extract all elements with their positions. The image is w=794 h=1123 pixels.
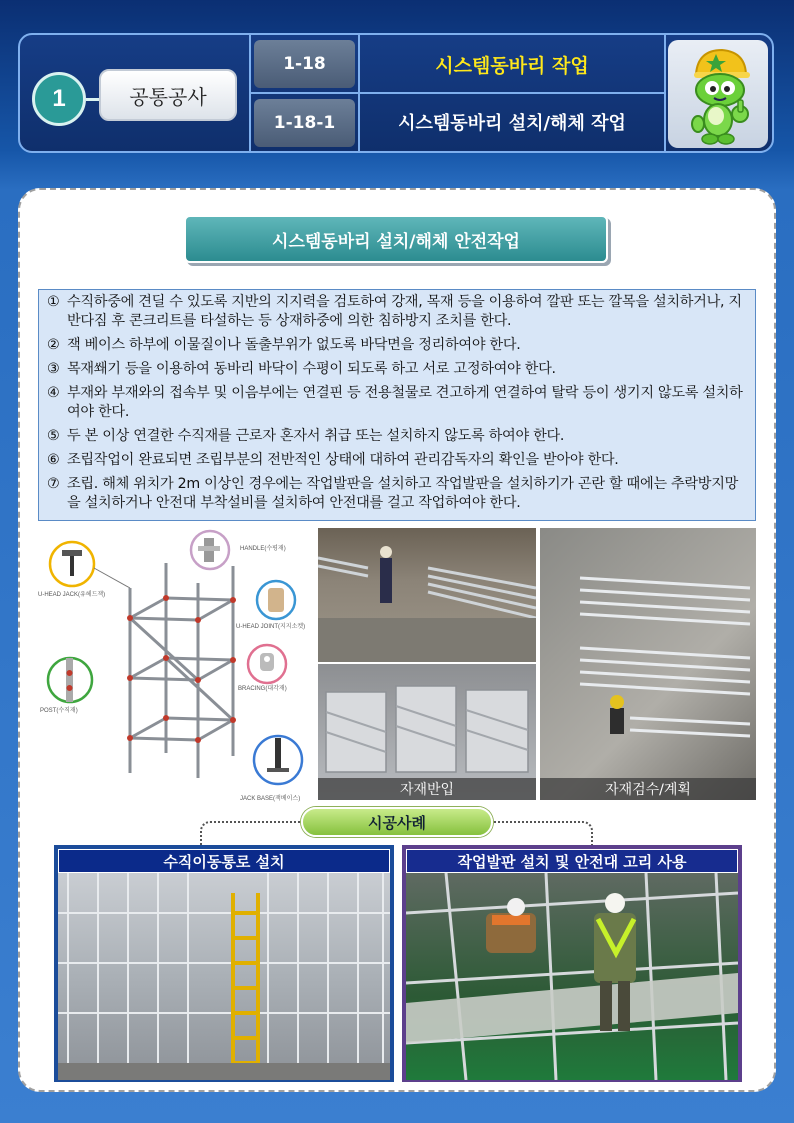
rule-number: ⑥ (47, 452, 60, 468)
case-title: 작업발판 설치 및 안전대 고리 사용 (406, 849, 738, 873)
rule-text: 조립. 해체 위치가 2m 이상인 경우에는 작업발판을 설치하고 작업발판을 설치하기가 곤란 할 때에는 추락방지망을 설치하거나 안전대 부착설비를 설치하여 안전대를 걸고 작업하여야 한다. (67, 476, 739, 511)
scaffold-component-diagram (38, 528, 314, 806)
rule-item (47, 427, 749, 446)
rule-number: ③ (47, 361, 60, 377)
mascot-icon (668, 40, 768, 148)
photo-material-storage (318, 528, 536, 662)
rule-number: ⑤ (47, 428, 60, 444)
category-label: 공통공사 (99, 69, 237, 121)
rule-item (47, 451, 749, 470)
title-sub: 시스템동바리 설치/해체 작업 (398, 113, 626, 134)
rule-text: 조립작업이 완료되면 조립부분의 전반적인 상태에 대하여 관리감독자의 확인을 받아야 한다. (67, 452, 619, 468)
scaffold-ladder-icon (58, 873, 390, 1080)
case-photo (58, 873, 390, 1080)
rule-text: 목재쐐기 등을 이용하여 동바리 바닥이 수평이 되도록 하고 서로 고정하여야 한다. (67, 361, 556, 377)
rule-item (47, 384, 749, 422)
rule-item (47, 475, 749, 513)
diagram-label-u-head-joint: U-HEAD JOINT(지지소켓) (236, 624, 306, 630)
photo-caption: 자재검수/계획 (540, 778, 756, 800)
safety-rules-box (38, 289, 756, 521)
mascot-image (668, 40, 768, 148)
section-title: 시스템동바리 설치/해체 안전작업 (184, 215, 608, 263)
workers-platform-icon (406, 873, 738, 1080)
scaffold-diagram-icon (38, 528, 314, 806)
title-main: 시스템동바리 작업 (435, 54, 589, 77)
photo-material-inspection (540, 528, 756, 800)
code-main: 1-18 (254, 40, 355, 88)
case-section-label: 시공사례 (301, 807, 493, 837)
rule-text: 잭 베이스 하부에 이물질이나 돌출부위가 없도록 바닥면을 정리하여야 한다. (67, 337, 521, 353)
rule-number: ⑦ (47, 476, 60, 492)
rule-item (47, 293, 749, 331)
code-sub: 1-18-1 (254, 99, 355, 147)
photo-caption: 자재반입 (318, 778, 536, 800)
rule-text: 수직하중에 견딜 수 있도록 지반의 지지력을 검토하여 강재, 목재 등을 이용하여 깔판 또는 깔목을 설치하거나, 지반다짐 후 콘크리트를 타설하는 등 상재하중에 의한 침하방지 조치를 한다. (67, 294, 742, 329)
rule-text: 부재와 부재와의 접속부 및 이음부에는 연결핀 등 전용철물로 견고하게 연결하여 탈락 등이 생기지 않도록 설치하여야 한다. (67, 385, 743, 420)
diagram-label-handle: HANDLE(수평재) (240, 546, 286, 552)
diagram-label-u-head-jack: U-HEAD JACK(유헤드잭) (38, 592, 106, 598)
rule-number: ① (47, 294, 60, 310)
material-pipes-icon (318, 528, 536, 662)
case-card-vertical-passage (54, 845, 394, 1082)
section-number-badge: 1 (32, 72, 86, 126)
rule-number: ② (47, 337, 60, 353)
header-divider (664, 35, 666, 153)
case-card-work-platform (402, 845, 742, 1082)
diagram-label-jack-base: JACK BASE(잭베이스) (240, 796, 301, 802)
case-photo (406, 873, 738, 1080)
rule-text: 두 본 이상 연결한 수직재를 근로자 혼자서 취급 또는 설치하지 않도록 하여야 한다. (67, 428, 565, 444)
rule-item (47, 336, 749, 355)
diagram-label-post: POST(수직재) (40, 708, 78, 714)
diagram-label-bracing: BRACING(대각재) (238, 686, 287, 692)
inspection-pipes-icon (540, 528, 756, 800)
header-divider (249, 35, 251, 153)
case-title: 수직이동통로 설치 (58, 849, 390, 873)
header-divider (250, 92, 664, 94)
rule-item (47, 360, 749, 379)
photo-material-delivery (318, 664, 536, 800)
header-divider (358, 35, 360, 153)
rule-number: ④ (47, 385, 60, 401)
connector-line (86, 98, 100, 101)
